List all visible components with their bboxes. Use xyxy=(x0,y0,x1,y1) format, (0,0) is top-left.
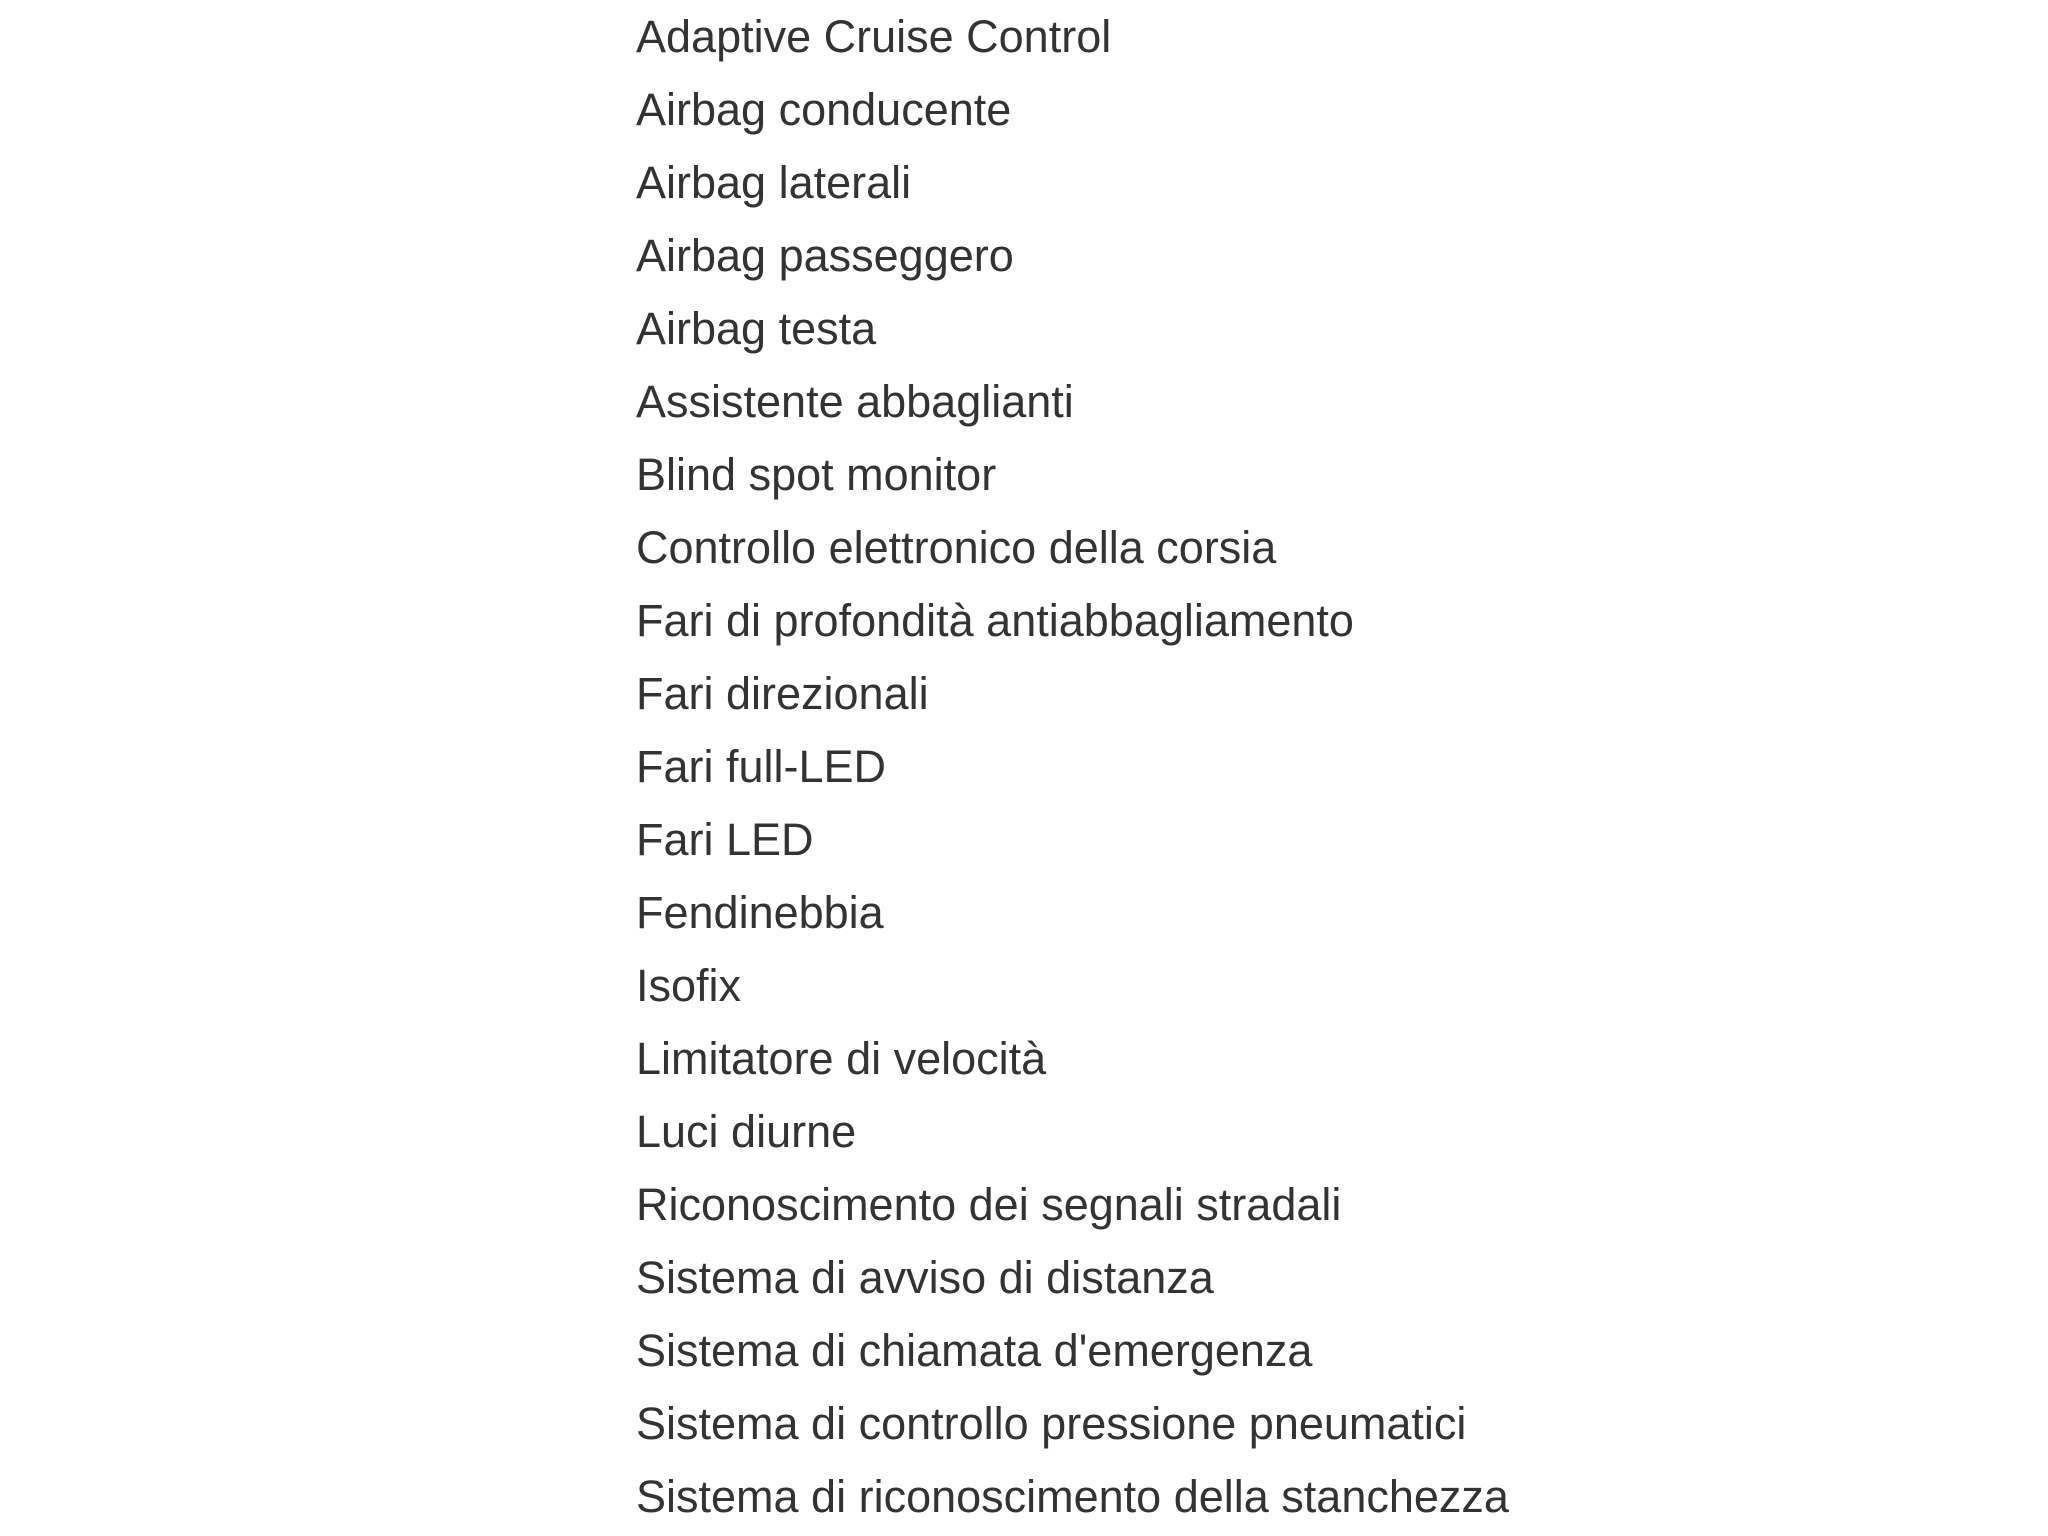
list-item: Fari full-LED xyxy=(636,741,887,792)
list-item: Fendinebbia xyxy=(636,887,884,938)
list-item: Riconoscimento dei segnali stradali xyxy=(636,1179,1342,1230)
list-item: Fari di profondità antiabbagliamento xyxy=(636,595,1354,646)
list-item: Controllo elettronico della corsia xyxy=(636,522,1277,573)
list-item: Sistema di riconoscimento della stanchezza xyxy=(636,1471,1509,1522)
list-item: Adaptive Cruise Control xyxy=(636,11,1112,62)
list-item: Airbag laterali xyxy=(636,157,912,208)
list-item: Airbag conducente xyxy=(636,84,1012,135)
list-item: Airbag testa xyxy=(636,303,877,354)
list-item: Isofix xyxy=(636,960,742,1011)
list-item: Sistema di chiamata d'emergenza xyxy=(636,1325,1313,1376)
list-item: Luci diurne xyxy=(636,1106,857,1157)
list-item: Assistente abbaglianti xyxy=(636,376,1074,427)
list-item: Blind spot monitor xyxy=(636,449,997,500)
list-item: Fari direzionali xyxy=(636,668,929,719)
list-item: Airbag passeggero xyxy=(636,230,1014,281)
list-item: Limitatore di velocità xyxy=(636,1033,1047,1084)
feature-list xyxy=(636,0,1509,1533)
list-item: Fari LED xyxy=(636,814,814,865)
list-item: Sistema di avviso di distanza xyxy=(636,1252,1214,1303)
list-item: Sistema di controllo pressione pneumatici xyxy=(636,1398,1467,1449)
